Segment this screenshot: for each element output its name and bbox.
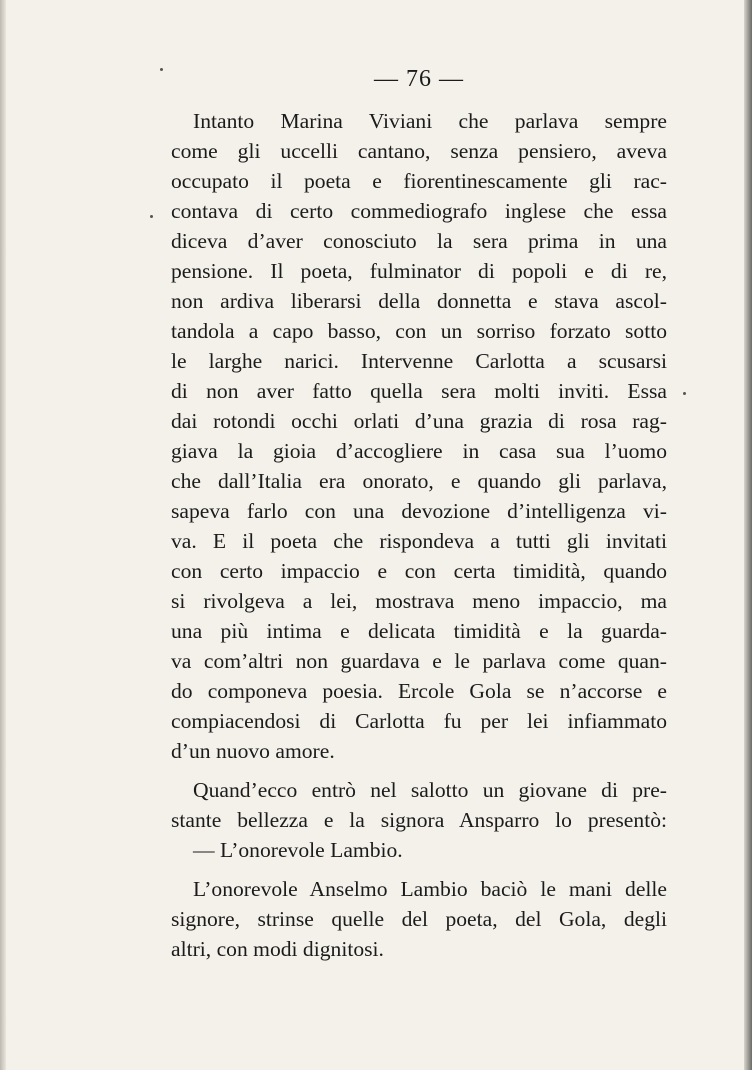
text-line: L’onorevole Anselmo Lambio baciò le mani delle <box>193 877 667 901</box>
text-line: dai rotondi occhi orlati d’una grazia di rosa rag- <box>171 409 667 433</box>
speck <box>150 215 153 218</box>
text-line: va. E il poeta che rispondeva a tutti gli invitati <box>171 529 667 553</box>
text-line: come gli uccelli cantano, senza pensiero, aveva <box>171 139 667 163</box>
text-line: tandola a capo basso, con un sorriso forzato sotto <box>171 319 667 343</box>
text-line: sapeva farlo con una devozione d’intelligenza vi- <box>171 499 667 523</box>
text-line: contava di certo commediografo inglese che essa <box>171 199 667 223</box>
text-line: do componeva poesia. Ercole Gola se n’accorse e <box>171 679 667 703</box>
text-line: occupato il poeta e fiorentinescamente gli rac- <box>171 169 667 193</box>
text-line: giava la gioia d’accogliere in casa sua l’uomo <box>171 439 667 463</box>
text-line: che dall’Italia era onorato, e quando gli parlava, <box>171 469 667 493</box>
text-line: diceva d’aver conosciuto la sera prima in una <box>171 229 667 253</box>
page-right-edge <box>744 0 752 1070</box>
text-line: Intanto Marina Viviani che parlava sempre <box>193 109 667 133</box>
text-line: le larghe narici. Intervenne Carlotta a scusarsi <box>171 349 667 373</box>
text-line: si rivolgeva a lei, mostrava meno impaccio, ma <box>171 589 667 613</box>
dialogue-line: — L’onorevole Lambio. <box>193 838 403 862</box>
page-number: — 76 — <box>374 66 464 92</box>
body-text <box>171 106 667 964</box>
text-line: compiacendosi di Carlotta fu per lei infiammato <box>171 709 667 733</box>
text-line: va com’altri non guardava e le parlava come quan- <box>171 649 667 673</box>
text-line: pensione. Il poeta, fulminator di popoli e di re, <box>171 259 667 283</box>
text-line: con certo impaccio e con certa timidità, quando <box>171 559 667 583</box>
text-line: signore, strinse quelle del poeta, del Gola, degli <box>171 907 667 931</box>
text-line: stante bellezza e la signora Ansparro lo presentò: <box>171 808 667 832</box>
text-line: una più intima e delicata timidità e la guarda- <box>171 619 667 643</box>
speck <box>160 68 163 71</box>
speck <box>683 392 686 395</box>
text-line: di non aver fatto quella sera molti inviti. Essa <box>171 379 667 403</box>
text-line: non ardiva liberarsi della donnetta e stava ascol- <box>171 289 667 313</box>
text-line: Quand’ecco entrò nel salotto un giovane di pre- <box>193 778 667 802</box>
text-line: d’un nuovo amore. <box>171 739 335 763</box>
text-line: altri, con modi dignitosi. <box>171 937 384 961</box>
page-left-edge <box>0 0 6 1070</box>
